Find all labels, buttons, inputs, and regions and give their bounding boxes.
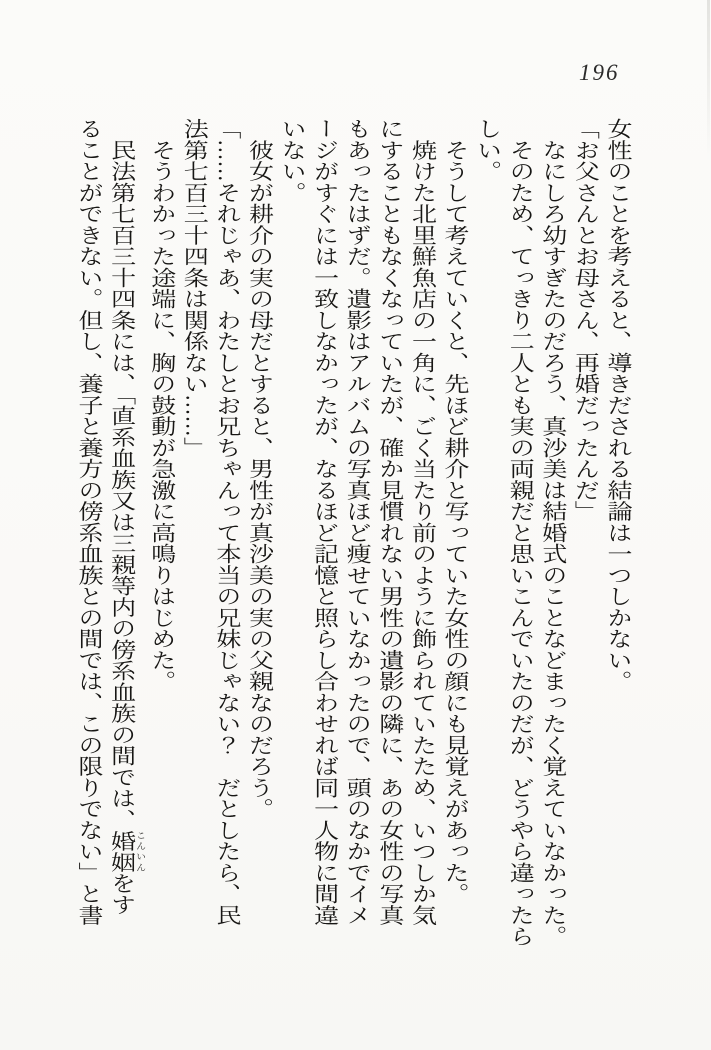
body-text-block: [71, 118, 633, 951]
text-line-4: そのため、てっきり二人とも実の両親だと思いこんでいたのだが、どうやら違ったら: [506, 139, 534, 947]
text-line-14: 法第七百三十四条は関係ない……」: [180, 118, 208, 458]
text-line-10: ージがすぐには一致しなかったが、なるほど記憶と照らし合わせれば同一人物に間違: [310, 118, 338, 926]
text-line-3: なにしろ幼すぎたのだろう、真沙美は結婚式のことなどまったく覚えていなかった。: [538, 139, 566, 947]
text-line-15: そうわかった途端に、胸の鼓動が急激に高鳴りはじめた。: [147, 139, 175, 692]
text-line-8: にすることもなくなっていたが、確か見慣れない男性の遺影の隣に、あの女性の写真: [375, 118, 403, 926]
text-line-16: 民法第七百三十四条には、「直系血族又は三親等内の傍系血族の間では、婚姻 こんいんをす: [107, 139, 145, 915]
text-line-6: そうして考えていくと、先ほど耕介と写っていた女性の顔にも見覚えがあった。: [441, 139, 469, 905]
text-line-5: しい。: [473, 118, 501, 182]
text-line-17: ることができない。但し、養子と養方の傍系血族との間では、この限りでない」と書: [75, 118, 102, 926]
text-line-2: 「お父さんとお母さん、再婚だったんだ」: [571, 118, 599, 522]
text-line-13: 「……それじゃあ、わたしとお兄ちゃんって本当の兄妹じゃない？ だとしたら、民: [212, 118, 240, 926]
ruby-annotated-word: 婚姻 こんいん: [107, 829, 145, 873]
text-line-11: いない。: [278, 118, 306, 203]
text-line-9: もあったはずだ。遺影はアルバムの写真ほど痩せていなかったので、頭のなかでイメ: [343, 118, 371, 926]
text-line-7: 焼けた北里鮮魚店の一角に、ごく当たり前のように飾られていたため、いつしか気: [408, 139, 436, 926]
text-line-12: 彼女が耕介の実の母だとすると、男性が真沙美の実の父親なのだろう。: [245, 139, 273, 820]
scan-edge-artifact: [707, 0, 710, 160]
furigana: こんいん: [133, 829, 145, 873]
text-line-1: 女性のことを考えると、導きだされる結論は一つしかない。: [604, 118, 631, 692]
page-number: 196: [579, 60, 620, 85]
